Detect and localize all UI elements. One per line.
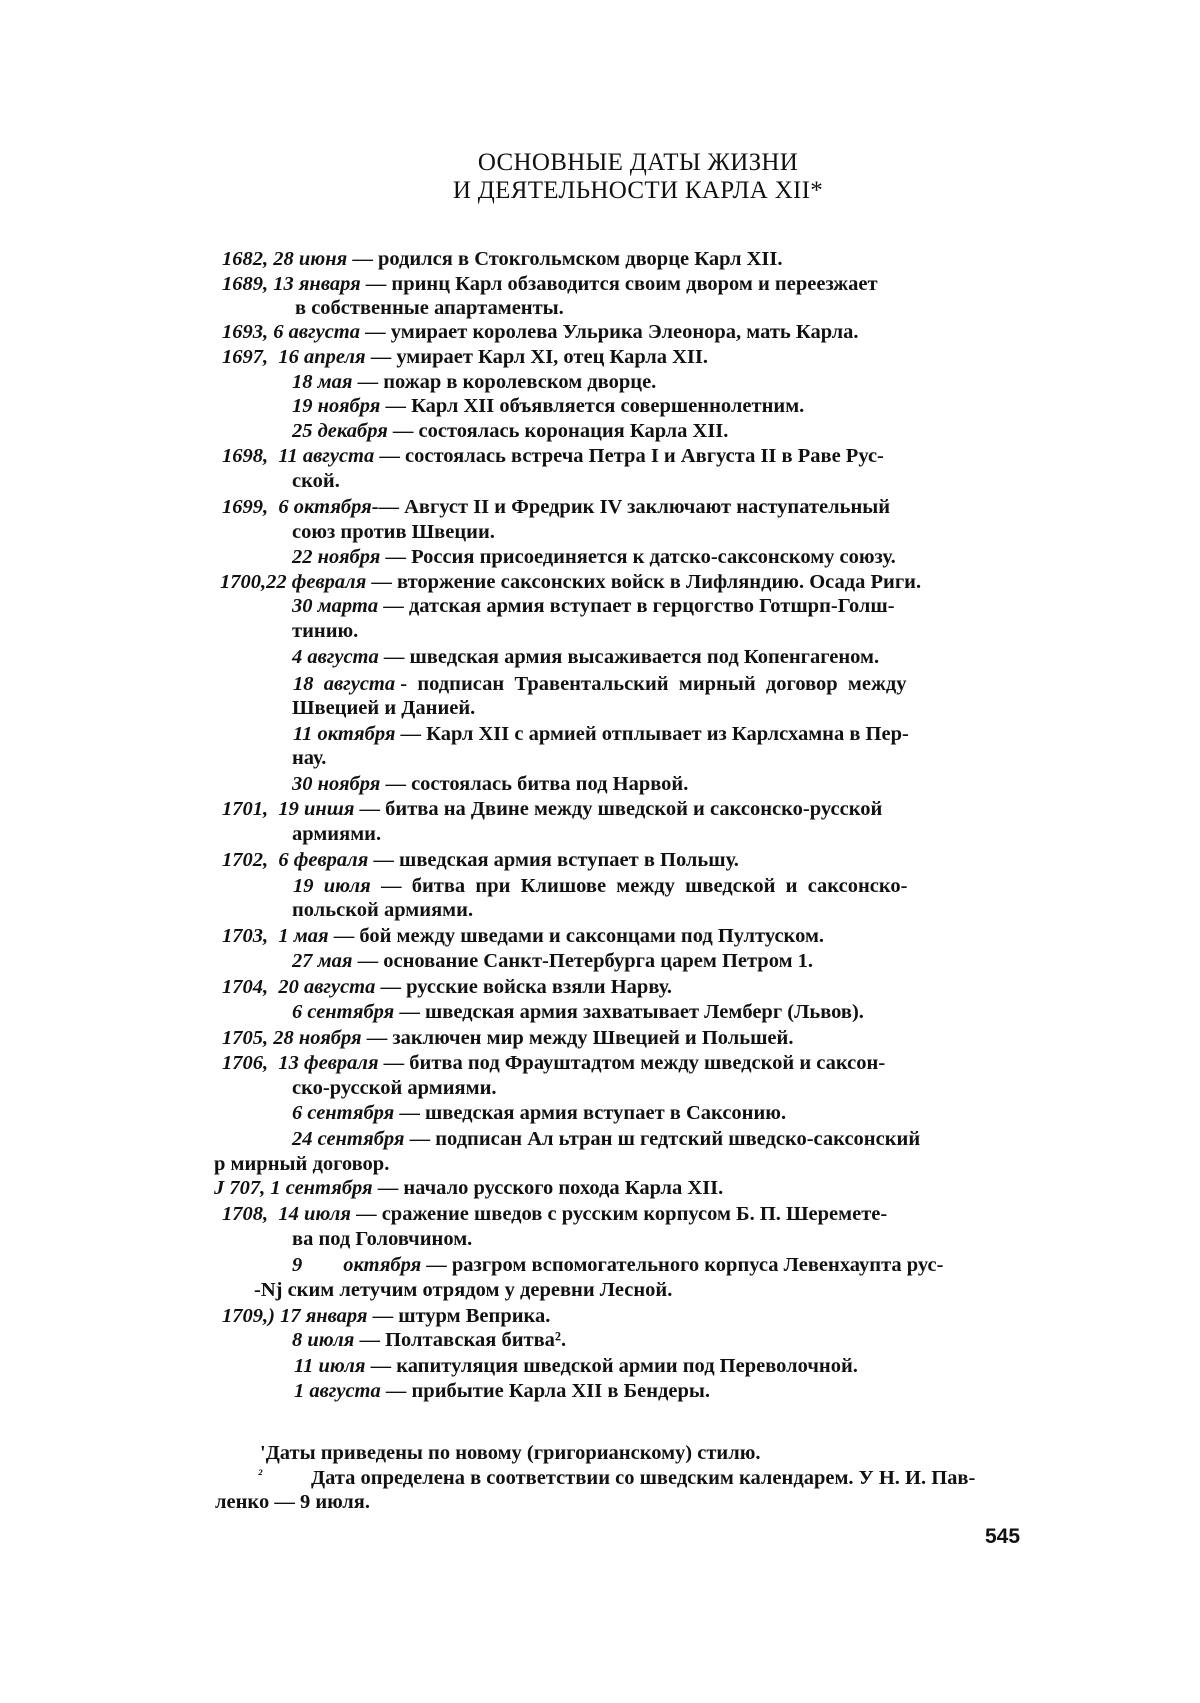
chronology-line: [222, 444, 884, 468]
entry-date: 24 сентября: [292, 1128, 405, 1150]
chronology-line: [222, 495, 890, 519]
entry-date: 11 июля: [294, 1355, 366, 1377]
chronology-line: [294, 1379, 710, 1403]
entry-text: -— Август II и Фредрик IV заключают наступательный: [371, 496, 891, 518]
entry-text: — подписан Ал ьтран ш гедтский шведско-саксонский: [404, 1128, 921, 1150]
entry-date: 27 мая: [292, 950, 353, 972]
chronology-line: [292, 898, 473, 922]
footnote-2: Дата определена в соответствии со шведским календарем. У Н. И. Пав-: [311, 1467, 976, 1489]
entry-text: — битва при Клишове между шведской и саксонско-: [370, 875, 908, 897]
entry-date: 25 декабря: [292, 420, 388, 442]
chronology-line: [222, 272, 878, 296]
chronology-line: [292, 822, 381, 846]
chronology-line: [292, 949, 813, 973]
chronology-line: [293, 672, 906, 696]
entry-text: — начало русского похода Карла XII.: [372, 1177, 724, 1199]
page-number: 545: [985, 1525, 1021, 1548]
entry-text: — Россия присоединяется к датско-саксонскому союзу.: [380, 546, 896, 568]
entry-date: 1701, 19 иншя: [222, 798, 355, 820]
entry-text: — русские войска взяли Нарву.: [375, 976, 673, 998]
chronology-line: [293, 722, 909, 746]
chronology-line: [222, 345, 708, 369]
entry-text: ско-русской армиями.: [292, 1077, 497, 1099]
entry-text: р мирный договор.: [214, 1153, 390, 1175]
entry-date: 1702, 6 февраля: [222, 849, 369, 871]
entry-text: в собственные апартаменты.: [295, 297, 564, 319]
entry-date: 1693, 6 августа: [222, 321, 360, 343]
entry-text: польской армиями.: [292, 899, 474, 921]
entry-date: 1709,) 17 января: [222, 1305, 368, 1327]
entry-date: 19 июля: [293, 875, 371, 897]
chronology-line: [292, 1227, 472, 1251]
chronology-line: [222, 797, 882, 821]
entry-text: - подписан Травентальский мирный договор между: [395, 673, 907, 695]
entry-date: 1700,22 февраля: [220, 571, 367, 593]
entry-text: — бой между шведами и саксонцами под Пултуском.: [328, 925, 825, 947]
chronology-line: [293, 874, 907, 898]
entry-date: 6 сентября: [292, 1102, 395, 1124]
footnote-2-marker: ²: [258, 1468, 263, 1483]
chronology-line: [222, 1304, 550, 1328]
chronology-line: [214, 1176, 723, 1200]
entry-date: 1 августа: [294, 1380, 381, 1402]
entry-date: 11 октября: [293, 723, 396, 745]
chronology-line: [222, 320, 858, 344]
chronology-line: [292, 1000, 864, 1024]
chronology-line: [292, 545, 896, 569]
entry-text: — шведская армия высаживается под Копенгагеном.: [378, 646, 880, 668]
chronology-line: [292, 772, 688, 796]
entry-date: 19 ноября: [292, 395, 381, 417]
entry-date: 1682, 28 июня: [222, 248, 348, 270]
entry-text: -Nj ским летучим отрядом у деревни Лесной.: [254, 1279, 673, 1301]
entry-date: 4 августа: [292, 646, 379, 668]
entry-text: — состоялась коронация Карла XII.: [387, 420, 729, 442]
entry-text: армиями.: [292, 823, 382, 845]
entry-text: ва под Головчином.: [292, 1228, 473, 1250]
entry-text: — шведская армия захватывает Лемберг (Львов).: [394, 1001, 864, 1023]
entry-text: Швецией и Данией.: [292, 697, 476, 719]
entry-date: 8 июля: [292, 1329, 355, 1351]
entry-text: нау.: [292, 747, 327, 769]
entry-date: 9 октября: [292, 1254, 422, 1276]
chronology-line: [222, 247, 783, 271]
entry-date: 1703, 1 мая: [222, 925, 329, 947]
page-title-line1: ОСНОВНЫЕ ДАТЫ ЖИЗНИ: [477, 149, 799, 176]
chronology-line: [222, 1051, 885, 1075]
chronology-line: [292, 1127, 920, 1151]
entry-text: — принц Карл обзаводится своим двором и переезжает: [360, 273, 878, 295]
chronology-line: [222, 1026, 793, 1050]
chronology-line: [292, 619, 358, 643]
entry-date: 1704, 20 августа: [222, 976, 376, 998]
footnote-2-continuation: ленко — 9 июля.: [215, 1491, 371, 1513]
entry-text: тинию.: [292, 620, 359, 642]
entry-text: союз против Швеции.: [292, 521, 495, 543]
chronology-line: [222, 848, 739, 872]
chronology-line: [292, 594, 895, 618]
entry-text: — умирает Карл XI, отец Карла XII.: [365, 346, 709, 368]
entry-date: 1708, 14 июля: [222, 1203, 351, 1225]
entry-date: 1689, 13 января: [222, 273, 361, 295]
chronology-line: [292, 419, 728, 443]
chronology-line: [292, 520, 495, 544]
entry-text: — битва на Двине между шведской и саксонско-русской: [354, 798, 883, 820]
chronology-line: [294, 1354, 858, 1378]
chronology-line: [292, 1253, 943, 1277]
chronology-line: [222, 975, 672, 999]
entry-text: — разгром вспомогательного корпуса Левенхаупта рус-: [421, 1254, 944, 1276]
entry-text: — вторжение саксонских войск в Лифляндию. Осада Риги.: [366, 571, 922, 593]
entry-text: — Полтавская битва².: [354, 1329, 567, 1351]
chronology-line: [295, 296, 564, 320]
chronology-line: [220, 570, 921, 594]
entry-date: 30 марта: [292, 595, 379, 617]
page-title-line2: И ДЕЯТЕЛЬНОСТИ КАРЛА XII*: [452, 177, 824, 204]
entry-text: — капитуляция шведской армии под Переволочной.: [365, 1355, 858, 1377]
entry-date: 1697, 16 апреля: [222, 346, 366, 368]
entry-date: J 707, 1 сентября: [214, 1177, 373, 1199]
chronology-line: [292, 645, 879, 669]
chronology-line: [292, 1076, 497, 1100]
entry-text: — состоялась встреча Петра I и Августа II в Раве Рус-: [374, 445, 884, 467]
entry-text: — прибытие Карла XII в Бендеры.: [380, 1380, 711, 1402]
chronology-line: [292, 370, 656, 394]
chronology-line: [222, 1202, 887, 1226]
entry-date: 30 ноября: [292, 773, 381, 795]
entry-text: — штурм Веприка.: [367, 1305, 551, 1327]
entry-date: 1705, 28 ноября: [222, 1027, 362, 1049]
entry-text: — основание Санкт-Петербурга царем Петром 1.: [352, 950, 814, 972]
entry-date: 1698, 11 августа: [222, 445, 375, 467]
chronology-line: [292, 1328, 566, 1352]
entry-date: 1699, 6 октября: [222, 496, 372, 518]
entry-text: — состоялась битва под Нарвой.: [380, 773, 689, 795]
entry-date: 18 мая: [292, 371, 353, 393]
chronology-line: [222, 924, 824, 948]
chronology-line: [292, 469, 340, 493]
entry-date: 18 августа: [293, 673, 396, 695]
entry-text: — Карл XII объявляется совершеннолетним.: [380, 395, 805, 417]
entry-text: — умирает королева Ульрика Элеонора, мать Карла.: [360, 321, 859, 343]
chronology-line: [292, 394, 804, 418]
entry-date: 22 ноября: [292, 546, 381, 568]
entry-text: — Карл XII с армией отплывает из Карлсхамна в Пер-: [395, 723, 909, 745]
chronology-line: [292, 696, 475, 720]
entry-text: — датская армия вступает в герцогство Готшрп-Голш-: [378, 595, 895, 617]
footnote-1: 'Даты приведены по новому (григорианскому) стилю.: [260, 1442, 761, 1464]
chronology-line: [292, 746, 326, 770]
entry-text: ской.: [292, 470, 340, 492]
chronology-line: [292, 1101, 786, 1125]
chronology-line: [254, 1278, 672, 1302]
entry-text: — родился в Стокгольмском дворце Карл XII.: [347, 248, 783, 270]
entry-date: 1706, 13 февраля: [222, 1052, 379, 1074]
chronology-line: [214, 1152, 389, 1176]
entry-text: — заключен мир между Швецией и Польшей.: [361, 1027, 794, 1049]
entry-text: — шведская армия вступает в Саксонию.: [394, 1102, 787, 1124]
entry-text: — сражение шведов с русским корпусом Б. П. Шеремете-: [350, 1203, 888, 1225]
entry-date: 6 сентября: [292, 1001, 395, 1023]
entry-text: — пожар в королевском дворце.: [352, 371, 657, 393]
entry-text: — шведская армия вступает в Польшу.: [368, 849, 739, 871]
entry-text: — битва под Фрауштадтом между шведской и саксон-: [378, 1052, 886, 1074]
